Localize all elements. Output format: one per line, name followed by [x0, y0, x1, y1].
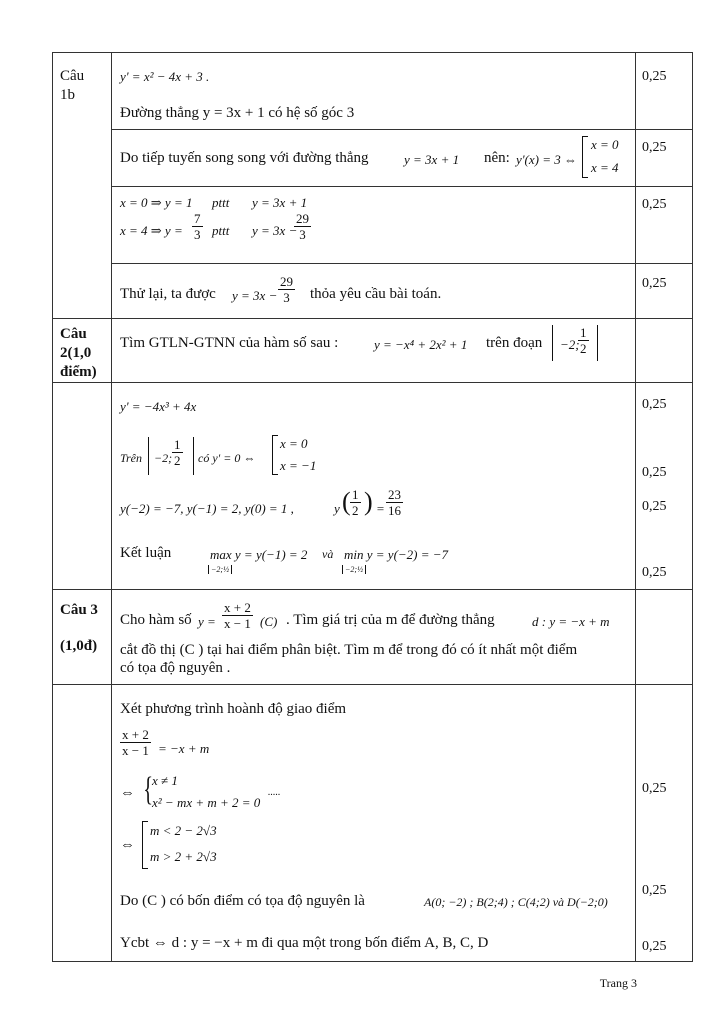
tangent-eq-1: y = 3x + 1 [252, 195, 308, 210]
case-b: x = 4 ⇒ y = [120, 223, 183, 238]
system-1: x ≠ 1 [152, 773, 178, 788]
min-interval: −2;½ [342, 565, 366, 574]
score: 0,25 [642, 140, 667, 155]
pttt-label: pttt [212, 223, 230, 238]
condition: có y' = 0 ⇔ [198, 451, 256, 465]
row-q1b-1 [53, 53, 693, 130]
function-values: y(−2) = −7, y(−1) = 2, y(0) = 1 , [120, 501, 294, 516]
equation-fraction: $\frac{x + 2}{x - 1}$ [122, 727, 149, 758]
row-q1b-2 [53, 130, 693, 187]
case-2: x = 4 [591, 160, 619, 175]
fraction-29-3: $\frac{29}{3}$ [280, 274, 293, 305]
score: 0,25 [642, 397, 667, 412]
score-cell [636, 264, 693, 319]
page-number: Trang 3 [599, 976, 637, 990]
task-mid: . Tìm giá trị của m để đường thẳng [286, 612, 495, 628]
parallel-text: Do tiếp tuyến song song với đường thẳng [120, 150, 369, 166]
max-expression: max y = y(−1) = 2 [210, 547, 308, 562]
question-label: Câu 3 [60, 602, 98, 618]
on-label: Trên [120, 451, 143, 465]
score: 0,25 [642, 565, 667, 580]
derivative: y' = −4x³ + 4x [120, 399, 197, 414]
case-bracket [272, 435, 273, 475]
score: 0,25 [642, 499, 667, 514]
fraction-1-2: $\frac{1}{2}$ [580, 325, 587, 356]
curve-name: (C) [260, 614, 278, 629]
content-cell [112, 383, 636, 590]
min-expression: min y = y(−2) = −7 [344, 547, 449, 562]
dots: ..... [268, 787, 281, 798]
score-cell [636, 187, 693, 264]
then-text: nên: [484, 150, 510, 166]
verify-text: Thử lại, ta được [120, 286, 216, 302]
score: 0,25 [642, 939, 667, 954]
iff-symbol: ⇔ [120, 837, 135, 853]
content-cell [112, 319, 636, 383]
interval-left: −2; [154, 451, 173, 465]
row-q3-task [53, 590, 693, 685]
points-text: Do (C ) có bốn điểm có tọa độ nguyên là [120, 893, 365, 909]
content-cell [112, 130, 636, 187]
points-list: A(0; −2) ; B(2;4) ; C(4;2) và D(−2;0) [424, 895, 608, 909]
equals: = [376, 501, 385, 516]
case-1: x = 0 [280, 436, 308, 451]
task-text: Cho hàm số [120, 612, 192, 628]
score-cell [636, 53, 693, 130]
verify-eq: y = 3x − [232, 288, 278, 303]
score: 0,25 [642, 197, 667, 212]
case-2: x = −1 [280, 458, 317, 473]
tangent-eq-2: y = 3x − [252, 223, 298, 238]
row-q2-task [53, 319, 693, 383]
equation-rhs: = −x + m [158, 741, 210, 756]
content-cell [112, 685, 636, 962]
function-y: y = [198, 614, 216, 629]
question-label: Câu 1b [60, 68, 85, 103]
conclusion-label: Kết luận [120, 545, 172, 561]
pttt-label: pttt [212, 195, 230, 210]
ycbt-text: Ycbt ⇔ d : y = −x + m đi qua một trong bốn điểm A, B, C, D [120, 935, 489, 951]
score-cell [636, 383, 693, 590]
label-cell [53, 590, 112, 685]
case-2: m > 2 + 2√3 [150, 849, 217, 864]
score-cell [636, 319, 693, 383]
fraction-29-3: $\frac{29}{3}$ [296, 211, 309, 242]
system-2: x² − mx + m + 2 = 0 [152, 795, 261, 810]
fraction-23-16: $\frac{23}{16}$ [388, 487, 401, 518]
question-label: Câu 2(1,0 điểm) [60, 326, 97, 380]
fraction-1-2: $\frac{1}{2}$ [352, 487, 359, 518]
equation: y'(x) = 3 ⇔ [516, 152, 578, 167]
content-cell [112, 53, 636, 130]
label-cell [53, 53, 112, 319]
score-cell [636, 590, 693, 685]
paren-left: ( [342, 487, 351, 516]
content-cell [112, 264, 636, 319]
score-cell [636, 685, 693, 962]
content-cell [112, 590, 636, 685]
line-d: d : y = −x + m [532, 614, 610, 629]
score: 0,25 [642, 465, 667, 480]
fraction-1-2: $\frac{1}{2}$ [174, 437, 181, 468]
case-bracket [142, 821, 143, 869]
row-q1b-4 [53, 264, 693, 319]
row-q2-solution [53, 383, 693, 590]
line-eq: y = 3x + 1 [404, 152, 460, 167]
and-text: và [322, 547, 334, 561]
score: 0,25 [642, 883, 667, 898]
case-1: m < 2 − 2√3 [150, 823, 217, 838]
on-segment-text: trên đoạn [486, 335, 543, 351]
row-q1b-3 [53, 187, 693, 264]
fraction-7-3: $\frac{7}{3}$ [194, 211, 201, 242]
score: 0,25 [642, 781, 667, 796]
content-cell [112, 187, 636, 264]
segment-left: −2; [560, 337, 580, 352]
iff-symbol: ⇔ [120, 785, 135, 801]
label-cell [53, 319, 112, 383]
value-y: y [334, 501, 340, 516]
question-points: (1,0đ) [60, 638, 98, 654]
function-fraction: $\frac{x + 2}{x - 1}$ [224, 600, 251, 631]
case-1: x = 0 [591, 137, 619, 152]
task-line-2: cắt đồ thị (C ) tại hai điểm phân biệt. Tìm m để trong đó có ít nhất một điểm [120, 642, 578, 658]
label-cell [53, 383, 112, 590]
answer-table [52, 52, 693, 962]
paren-right: ) [364, 487, 373, 516]
task-function: y = −x⁴ + 2x² + 1 [374, 337, 468, 352]
case-a: x = 0 ⇒ y = 1 [120, 195, 193, 210]
case-bracket [582, 136, 583, 178]
task-line-3: có tọa độ nguyên . [120, 660, 231, 676]
derivative: y' = x² − 4x + 3 . [120, 69, 210, 84]
score-cell [636, 130, 693, 187]
max-interval: −2;½ [208, 565, 232, 574]
score: 0,25 [642, 69, 667, 84]
system-brace: { [143, 771, 154, 808]
task-text: Tìm GTLN-GTNN của hàm số sau : [120, 335, 339, 351]
verify-suffix: thỏa yêu cầu bài toán. [310, 286, 442, 302]
row-q3-solution [53, 685, 693, 962]
label-cell [53, 685, 112, 962]
intro-text: Xét phương trình hoành độ giao điểm [120, 701, 347, 717]
score: 0,25 [642, 276, 667, 291]
line-note: Đường thẳng y = 3x + 1 có hệ số góc 3 [120, 105, 355, 121]
